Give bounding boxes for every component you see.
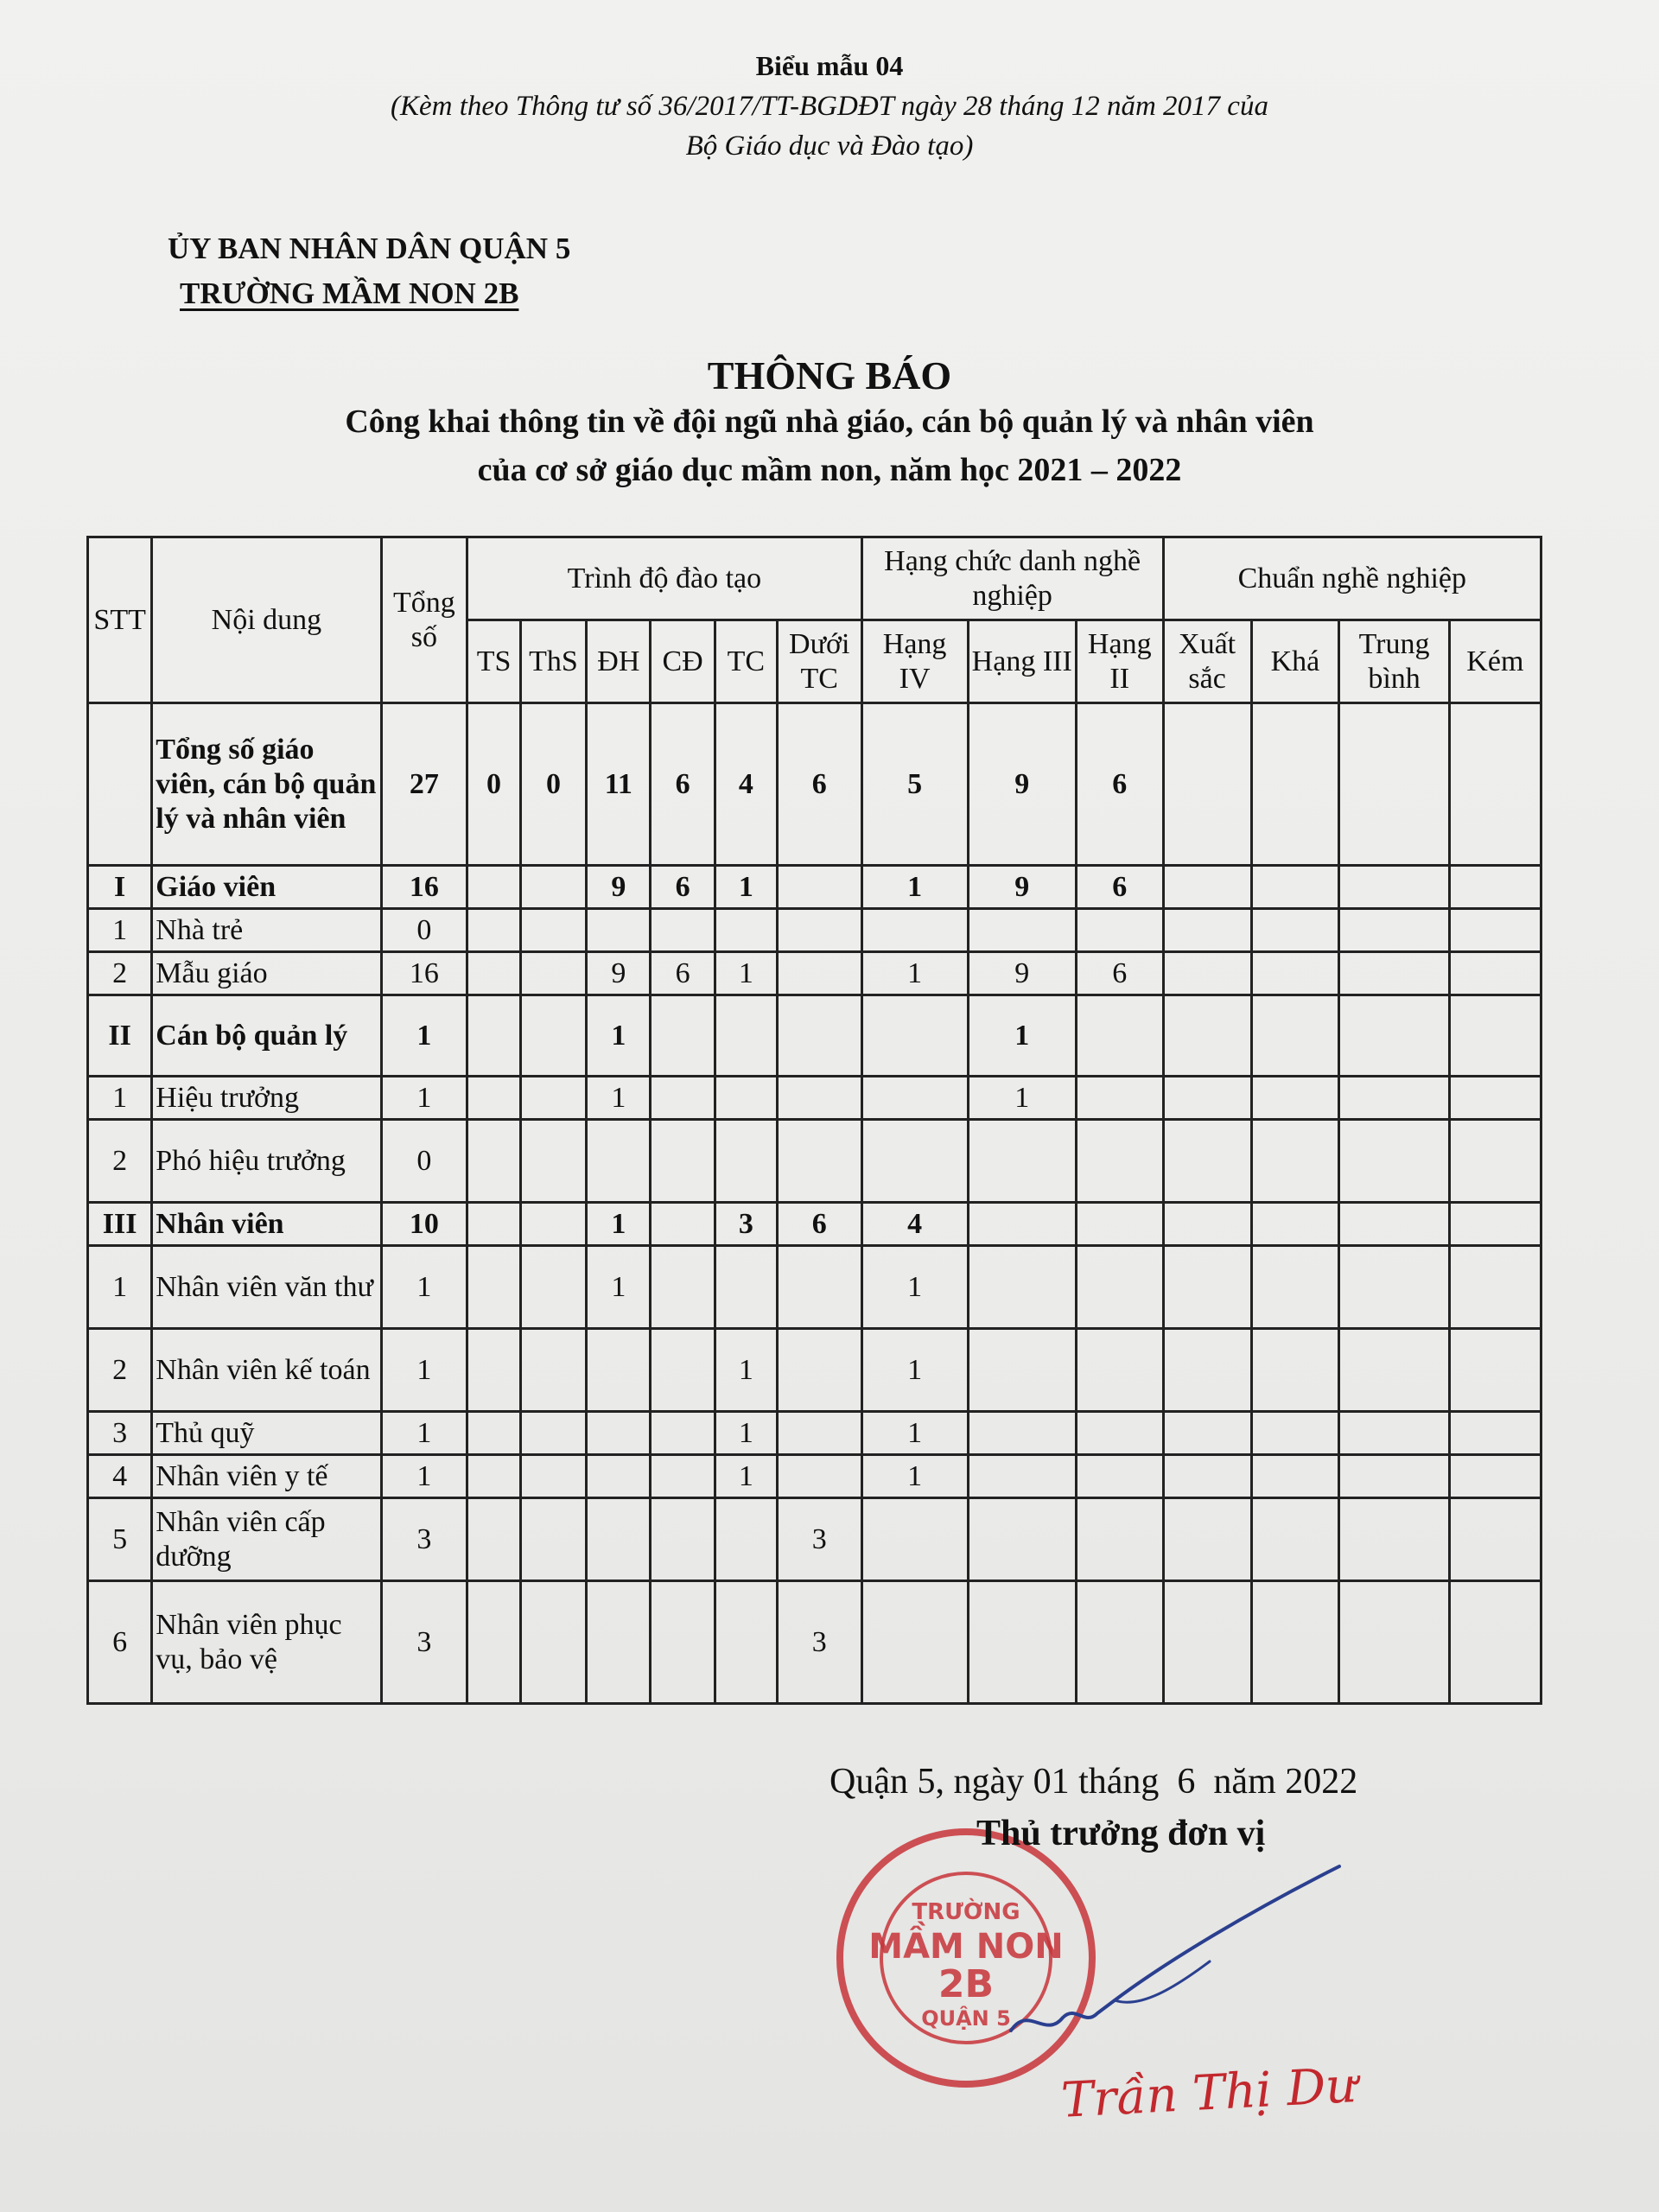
cell-content: Hiệu trưởng bbox=[152, 1077, 381, 1120]
svg-text:MẦM NON: MẦM NON bbox=[868, 1927, 1064, 1967]
cell-duoi-tc bbox=[777, 952, 861, 995]
cell-ts bbox=[467, 952, 521, 995]
cell-kha bbox=[1251, 1246, 1339, 1329]
cell-xuat-sac bbox=[1163, 1412, 1251, 1455]
cell-duoi-tc bbox=[777, 866, 861, 909]
table-row bbox=[88, 1498, 1541, 1581]
cell-hang-iii bbox=[968, 1203, 1076, 1246]
table-row bbox=[88, 1329, 1541, 1412]
cell-ths bbox=[520, 1203, 586, 1246]
cell-ths bbox=[520, 909, 586, 952]
cell-content: Thủ quỹ bbox=[152, 1412, 381, 1455]
cell-ths bbox=[520, 1246, 586, 1329]
school-name: TRƯỜNG MẦM NON 2B bbox=[180, 276, 519, 310]
table-row bbox=[88, 1581, 1541, 1704]
header-content: Nội dung bbox=[152, 537, 381, 703]
header-kha: Khá bbox=[1251, 620, 1339, 703]
cell-trung-binh bbox=[1339, 1203, 1449, 1246]
cell-trung-binh bbox=[1339, 1498, 1449, 1581]
cell-xuat-sac bbox=[1163, 952, 1251, 995]
cell-hang-ii bbox=[1076, 1498, 1163, 1581]
cell-hang-ii bbox=[1076, 909, 1163, 952]
cell-kem bbox=[1449, 1581, 1541, 1704]
cell-content: Nhà trẻ bbox=[152, 909, 381, 952]
cell-xuat-sac bbox=[1163, 909, 1251, 952]
cell-dh: 1 bbox=[587, 1246, 651, 1329]
header-cd: CĐ bbox=[651, 620, 715, 703]
cell-duoi-tc: 6 bbox=[777, 703, 861, 866]
cell-stt: I bbox=[88, 866, 152, 909]
cell-xuat-sac bbox=[1163, 1581, 1251, 1704]
cell-ths bbox=[520, 1581, 586, 1704]
cell-kem bbox=[1449, 995, 1541, 1077]
cell-ts bbox=[467, 1246, 521, 1329]
cell-kem bbox=[1449, 1329, 1541, 1412]
table-row bbox=[88, 1246, 1541, 1329]
cell-ts bbox=[467, 866, 521, 909]
cell-kem bbox=[1449, 952, 1541, 995]
cell-duoi-tc bbox=[777, 1120, 861, 1203]
cell-total: 0 bbox=[381, 1120, 467, 1203]
cell-total: 3 bbox=[381, 1581, 467, 1704]
cell-xuat-sac bbox=[1163, 703, 1251, 866]
cell-hang-iv bbox=[861, 1581, 968, 1704]
cell-ths bbox=[520, 866, 586, 909]
agency-block bbox=[168, 226, 570, 316]
cell-cd: 6 bbox=[651, 952, 715, 995]
cell-content: Nhân viên phục vụ, bảo vệ bbox=[152, 1581, 381, 1704]
cell-hang-iii: 9 bbox=[968, 952, 1076, 995]
cell-hang-iii: 9 bbox=[968, 866, 1076, 909]
form-note-line2: Bộ Giáo dục và Đào tạo) bbox=[685, 130, 974, 162]
cell-trung-binh bbox=[1339, 909, 1449, 952]
cell-total: 1 bbox=[381, 1077, 467, 1120]
header-hang-iv: Hạng IV bbox=[861, 620, 968, 703]
header-rank-group: Hạng chức danh nghề nghiệp bbox=[861, 537, 1163, 620]
cell-cd bbox=[651, 1329, 715, 1412]
header-xuat-sac: Xuất sắc bbox=[1163, 620, 1251, 703]
cell-kem bbox=[1449, 866, 1541, 909]
cell-tc bbox=[715, 909, 777, 952]
cell-xuat-sac bbox=[1163, 1498, 1251, 1581]
cell-kha bbox=[1251, 909, 1339, 952]
cell-stt: 3 bbox=[88, 1412, 152, 1455]
notice-title: THÔNG BÁO bbox=[707, 353, 952, 397]
cell-dh: 1 bbox=[587, 995, 651, 1077]
cell-trung-binh bbox=[1339, 1581, 1449, 1704]
cell-kem bbox=[1449, 703, 1541, 866]
cell-duoi-tc: 6 bbox=[777, 1203, 861, 1246]
form-note-line1: (Kèm theo Thông tư số 36/2017/TT-BGDĐT ngày 28 tháng 12 năm 2017 của bbox=[391, 91, 1268, 122]
cell-tc bbox=[715, 1581, 777, 1704]
cell-ts bbox=[467, 1329, 521, 1412]
cell-stt: 2 bbox=[88, 952, 152, 995]
cell-ts: 0 bbox=[467, 703, 521, 866]
cell-kem bbox=[1449, 1412, 1541, 1455]
cell-dh bbox=[587, 1455, 651, 1498]
cell-kha bbox=[1251, 1455, 1339, 1498]
cell-kem bbox=[1449, 1077, 1541, 1120]
cell-cd bbox=[651, 1203, 715, 1246]
signature-scribble bbox=[994, 1858, 1357, 2082]
table-row-section bbox=[88, 995, 1541, 1077]
table-body bbox=[88, 703, 1541, 1704]
cell-ths bbox=[520, 1077, 586, 1120]
cell-total: 1 bbox=[381, 1455, 467, 1498]
cell-stt: 6 bbox=[88, 1581, 152, 1704]
cell-xuat-sac bbox=[1163, 1120, 1251, 1203]
cell-hang-ii: 6 bbox=[1076, 952, 1163, 995]
cell-trung-binh bbox=[1339, 1246, 1449, 1329]
cell-total: 1 bbox=[381, 1329, 467, 1412]
cell-kha bbox=[1251, 1120, 1339, 1203]
header-ts: TS bbox=[467, 620, 521, 703]
cell-tc: 1 bbox=[715, 952, 777, 995]
cell-hang-ii bbox=[1076, 1455, 1163, 1498]
cell-stt: II bbox=[88, 995, 152, 1077]
header-duoi-tc: Dưới TC bbox=[777, 620, 861, 703]
cell-content: Mẫu giáo bbox=[152, 952, 381, 995]
cell-ths bbox=[520, 1329, 586, 1412]
svg-text:TRƯỜNG: TRƯỜNG bbox=[912, 1899, 1020, 1925]
cell-hang-iv: 1 bbox=[861, 866, 968, 909]
cell-content: Giáo viên bbox=[152, 866, 381, 909]
cell-tc: 1 bbox=[715, 1455, 777, 1498]
cell-xuat-sac bbox=[1163, 1455, 1251, 1498]
signer-title: Thủ trưởng đơn vị bbox=[976, 1814, 1266, 1853]
table-row bbox=[88, 1077, 1541, 1120]
header-hang-iii: Hạng III bbox=[968, 620, 1076, 703]
cell-dh bbox=[587, 1581, 651, 1704]
cell-kha bbox=[1251, 1581, 1339, 1704]
cell-hang-iii bbox=[968, 1329, 1076, 1412]
header-total: Tổng số bbox=[381, 537, 467, 703]
form-number: Biểu mẫu 04 bbox=[755, 50, 904, 81]
cell-total: 27 bbox=[381, 703, 467, 866]
cell-duoi-tc bbox=[777, 995, 861, 1077]
cell-tc: 1 bbox=[715, 1412, 777, 1455]
cell-stt: 5 bbox=[88, 1498, 152, 1581]
cell-kha bbox=[1251, 1329, 1339, 1412]
header-kem: Kém bbox=[1449, 620, 1541, 703]
cell-hang-iv: 1 bbox=[861, 1246, 968, 1329]
cell-total: 1 bbox=[381, 995, 467, 1077]
cell-hang-iii bbox=[968, 1581, 1076, 1704]
cell-content: Nhân viên văn thư bbox=[152, 1246, 381, 1329]
cell-cd bbox=[651, 1246, 715, 1329]
table-row-section bbox=[88, 1203, 1541, 1246]
cell-content: Cán bộ quản lý bbox=[152, 995, 381, 1077]
cell-stt: 2 bbox=[88, 1120, 152, 1203]
cell-hang-ii bbox=[1076, 1077, 1163, 1120]
cell-cd bbox=[651, 1077, 715, 1120]
cell-hang-ii bbox=[1076, 1329, 1163, 1412]
header-ths: ThS bbox=[520, 620, 586, 703]
cell-hang-ii: 6 bbox=[1076, 703, 1163, 866]
cell-duoi-tc bbox=[777, 1329, 861, 1412]
cell-tc bbox=[715, 995, 777, 1077]
cell-hang-iii bbox=[968, 1498, 1076, 1581]
cell-content: Nhân viên cấp dưỡng bbox=[152, 1498, 381, 1581]
subtitle-line1: Công khai thông tin về đội ngũ nhà giáo, cán bộ quản lý và nhân viên bbox=[345, 404, 1314, 440]
cell-hang-iii bbox=[968, 909, 1076, 952]
cell-tc: 1 bbox=[715, 866, 777, 909]
cell-dh bbox=[587, 1498, 651, 1581]
table-row-section bbox=[88, 866, 1541, 909]
cell-ts bbox=[467, 1077, 521, 1120]
cell-xuat-sac bbox=[1163, 1203, 1251, 1246]
cell-ts bbox=[467, 1203, 521, 1246]
cell-kha bbox=[1251, 995, 1339, 1077]
header-dh: ĐH bbox=[587, 620, 651, 703]
cell-cd bbox=[651, 1120, 715, 1203]
cell-ts bbox=[467, 1581, 521, 1704]
cell-kem bbox=[1449, 1203, 1541, 1246]
cell-hang-iii bbox=[968, 1246, 1076, 1329]
cell-trung-binh bbox=[1339, 866, 1449, 909]
cell-stt: 1 bbox=[88, 1246, 152, 1329]
cell-duoi-tc bbox=[777, 1246, 861, 1329]
cell-hang-iii bbox=[968, 1455, 1076, 1498]
cell-trung-binh bbox=[1339, 1455, 1449, 1498]
cell-trung-binh bbox=[1339, 995, 1449, 1077]
cell-kha bbox=[1251, 1412, 1339, 1455]
cell-duoi-tc: 3 bbox=[777, 1498, 861, 1581]
cell-stt: 1 bbox=[88, 1077, 152, 1120]
staff-table bbox=[86, 536, 1542, 1705]
cell-hang-iii: 1 bbox=[968, 1077, 1076, 1120]
date-line: Quận 5, ngày 01 tháng 6 năm 2022 bbox=[830, 1762, 1358, 1802]
cell-hang-iv bbox=[861, 909, 968, 952]
cell-ths: 0 bbox=[520, 703, 586, 866]
cell-dh: 11 bbox=[587, 703, 651, 866]
cell-trung-binh bbox=[1339, 1120, 1449, 1203]
cell-trung-binh bbox=[1339, 1329, 1449, 1412]
cell-xuat-sac bbox=[1163, 1329, 1251, 1412]
cell-ths bbox=[520, 1412, 586, 1455]
cell-total: 16 bbox=[381, 866, 467, 909]
cell-hang-iv bbox=[861, 995, 968, 1077]
cell-kha bbox=[1251, 952, 1339, 995]
table-row bbox=[88, 1412, 1541, 1455]
table-row bbox=[88, 1120, 1541, 1203]
cell-hang-ii bbox=[1076, 1246, 1163, 1329]
cell-cd bbox=[651, 995, 715, 1077]
cell-content: Phó hiệu trưởng bbox=[152, 1120, 381, 1203]
cell-total: 16 bbox=[381, 952, 467, 995]
cell-tc bbox=[715, 1498, 777, 1581]
cell-dh: 1 bbox=[587, 1203, 651, 1246]
table-row bbox=[88, 909, 1541, 952]
cell-ths bbox=[520, 995, 586, 1077]
cell-total: 1 bbox=[381, 1412, 467, 1455]
cell-hang-iv: 1 bbox=[861, 1412, 968, 1455]
cell-xuat-sac bbox=[1163, 1077, 1251, 1120]
cell-cd bbox=[651, 1455, 715, 1498]
cell-cd: 6 bbox=[651, 866, 715, 909]
cell-hang-iv: 5 bbox=[861, 703, 968, 866]
cell-xuat-sac bbox=[1163, 1246, 1251, 1329]
cell-kha bbox=[1251, 1077, 1339, 1120]
cell-duoi-tc bbox=[777, 1455, 861, 1498]
cell-duoi-tc bbox=[777, 1077, 861, 1120]
cell-kem bbox=[1449, 1246, 1541, 1329]
cell-trung-binh bbox=[1339, 1412, 1449, 1455]
cell-kha bbox=[1251, 1498, 1339, 1581]
cell-ts bbox=[467, 1120, 521, 1203]
svg-text:QUẬN 5: QUẬN 5 bbox=[921, 2006, 1011, 2031]
cell-hang-iii: 1 bbox=[968, 995, 1076, 1077]
cell-ts bbox=[467, 909, 521, 952]
signer-name: Trần Thị Dư bbox=[1059, 2057, 1358, 2129]
cell-cd bbox=[651, 1498, 715, 1581]
cell-hang-iv: 4 bbox=[861, 1203, 968, 1246]
cell-hang-iii: 9 bbox=[968, 703, 1076, 866]
header-standard-group: Chuẩn nghề nghiệp bbox=[1163, 537, 1541, 620]
header-tc: TC bbox=[715, 620, 777, 703]
cell-hang-iv bbox=[861, 1077, 968, 1120]
cell-tc bbox=[715, 1246, 777, 1329]
cell-cd bbox=[651, 1412, 715, 1455]
cell-stt: 1 bbox=[88, 909, 152, 952]
cell-kha bbox=[1251, 1203, 1339, 1246]
cell-dh bbox=[587, 1120, 651, 1203]
cell-ts bbox=[467, 1498, 521, 1581]
agency-name: ỦY BAN NHÂN DÂN QUẬN 5 bbox=[168, 232, 571, 265]
cell-hang-iv bbox=[861, 1498, 968, 1581]
cell-hang-iv: 1 bbox=[861, 1455, 968, 1498]
cell-kem bbox=[1449, 1120, 1541, 1203]
cell-ts bbox=[467, 1412, 521, 1455]
cell-total: 10 bbox=[381, 1203, 467, 1246]
cell-hang-iv: 1 bbox=[861, 1329, 968, 1412]
cell-total: 1 bbox=[381, 1246, 467, 1329]
cell-total: 3 bbox=[381, 1498, 467, 1581]
cell-dh: 9 bbox=[587, 866, 651, 909]
cell-hang-iv bbox=[861, 1120, 968, 1203]
cell-stt: 2 bbox=[88, 1329, 152, 1412]
cell-tc: 3 bbox=[715, 1203, 777, 1246]
cell-duoi-tc bbox=[777, 909, 861, 952]
cell-cd bbox=[651, 1581, 715, 1704]
cell-hang-iii bbox=[968, 1120, 1076, 1203]
cell-ths bbox=[520, 1498, 586, 1581]
cell-stt: 4 bbox=[88, 1455, 152, 1498]
header-stt: STT bbox=[88, 537, 152, 703]
cell-kem bbox=[1449, 1498, 1541, 1581]
header-training-group: Trình độ đào tạo bbox=[467, 537, 861, 620]
cell-content: Nhân viên kế toán bbox=[152, 1329, 381, 1412]
header-hang-ii: Hạng II bbox=[1076, 620, 1163, 703]
cell-hang-ii bbox=[1076, 1120, 1163, 1203]
cell-tc: 4 bbox=[715, 703, 777, 866]
cell-content: Nhân viên bbox=[152, 1203, 381, 1246]
cell-ths bbox=[520, 1120, 586, 1203]
cell-trung-binh bbox=[1339, 952, 1449, 995]
notice-subtitle bbox=[138, 397, 1521, 494]
cell-ths bbox=[520, 1455, 586, 1498]
cell-kem bbox=[1449, 1455, 1541, 1498]
cell-ts bbox=[467, 1455, 521, 1498]
cell-tc bbox=[715, 1120, 777, 1203]
cell-duoi-tc: 3 bbox=[777, 1581, 861, 1704]
cell-tc bbox=[715, 1077, 777, 1120]
cell-hang-iv: 1 bbox=[861, 952, 968, 995]
cell-dh bbox=[587, 1329, 651, 1412]
cell-ts bbox=[467, 995, 521, 1077]
cell-kem bbox=[1449, 909, 1541, 952]
cell-xuat-sac bbox=[1163, 866, 1251, 909]
cell-dh: 9 bbox=[587, 952, 651, 995]
svg-text:2B: 2B bbox=[938, 1962, 995, 2006]
cell-hang-ii bbox=[1076, 995, 1163, 1077]
cell-hang-ii bbox=[1076, 1581, 1163, 1704]
form-note bbox=[259, 86, 1400, 166]
cell-trung-binh bbox=[1339, 703, 1449, 866]
cell-hang-ii bbox=[1076, 1412, 1163, 1455]
cell-stt bbox=[88, 703, 152, 866]
cell-tc: 1 bbox=[715, 1329, 777, 1412]
cell-hang-iii bbox=[968, 1412, 1076, 1455]
cell-kha bbox=[1251, 703, 1339, 866]
cell-dh bbox=[587, 1412, 651, 1455]
subtitle-line2: của cơ sở giáo dục mầm non, năm học 2021 – 2022 bbox=[477, 452, 1182, 488]
cell-total: 0 bbox=[381, 909, 467, 952]
cell-cd: 6 bbox=[651, 703, 715, 866]
cell-dh bbox=[587, 909, 651, 952]
cell-content: Tổng số giáo viên, cán bộ quản lý và nhân viên bbox=[152, 703, 381, 866]
cell-hang-ii bbox=[1076, 1203, 1163, 1246]
table-row bbox=[88, 952, 1541, 995]
header-trung-binh: Trung bình bbox=[1339, 620, 1449, 703]
cell-content: Nhân viên y tế bbox=[152, 1455, 381, 1498]
cell-cd bbox=[651, 909, 715, 952]
table-row-total bbox=[88, 703, 1541, 866]
cell-duoi-tc bbox=[777, 1412, 861, 1455]
cell-xuat-sac bbox=[1163, 995, 1251, 1077]
cell-trung-binh bbox=[1339, 1077, 1449, 1120]
table-row bbox=[88, 1455, 1541, 1498]
cell-kha bbox=[1251, 866, 1339, 909]
cell-dh: 1 bbox=[587, 1077, 651, 1120]
cell-hang-ii: 6 bbox=[1076, 866, 1163, 909]
cell-stt: III bbox=[88, 1203, 152, 1246]
cell-ths bbox=[520, 952, 586, 995]
